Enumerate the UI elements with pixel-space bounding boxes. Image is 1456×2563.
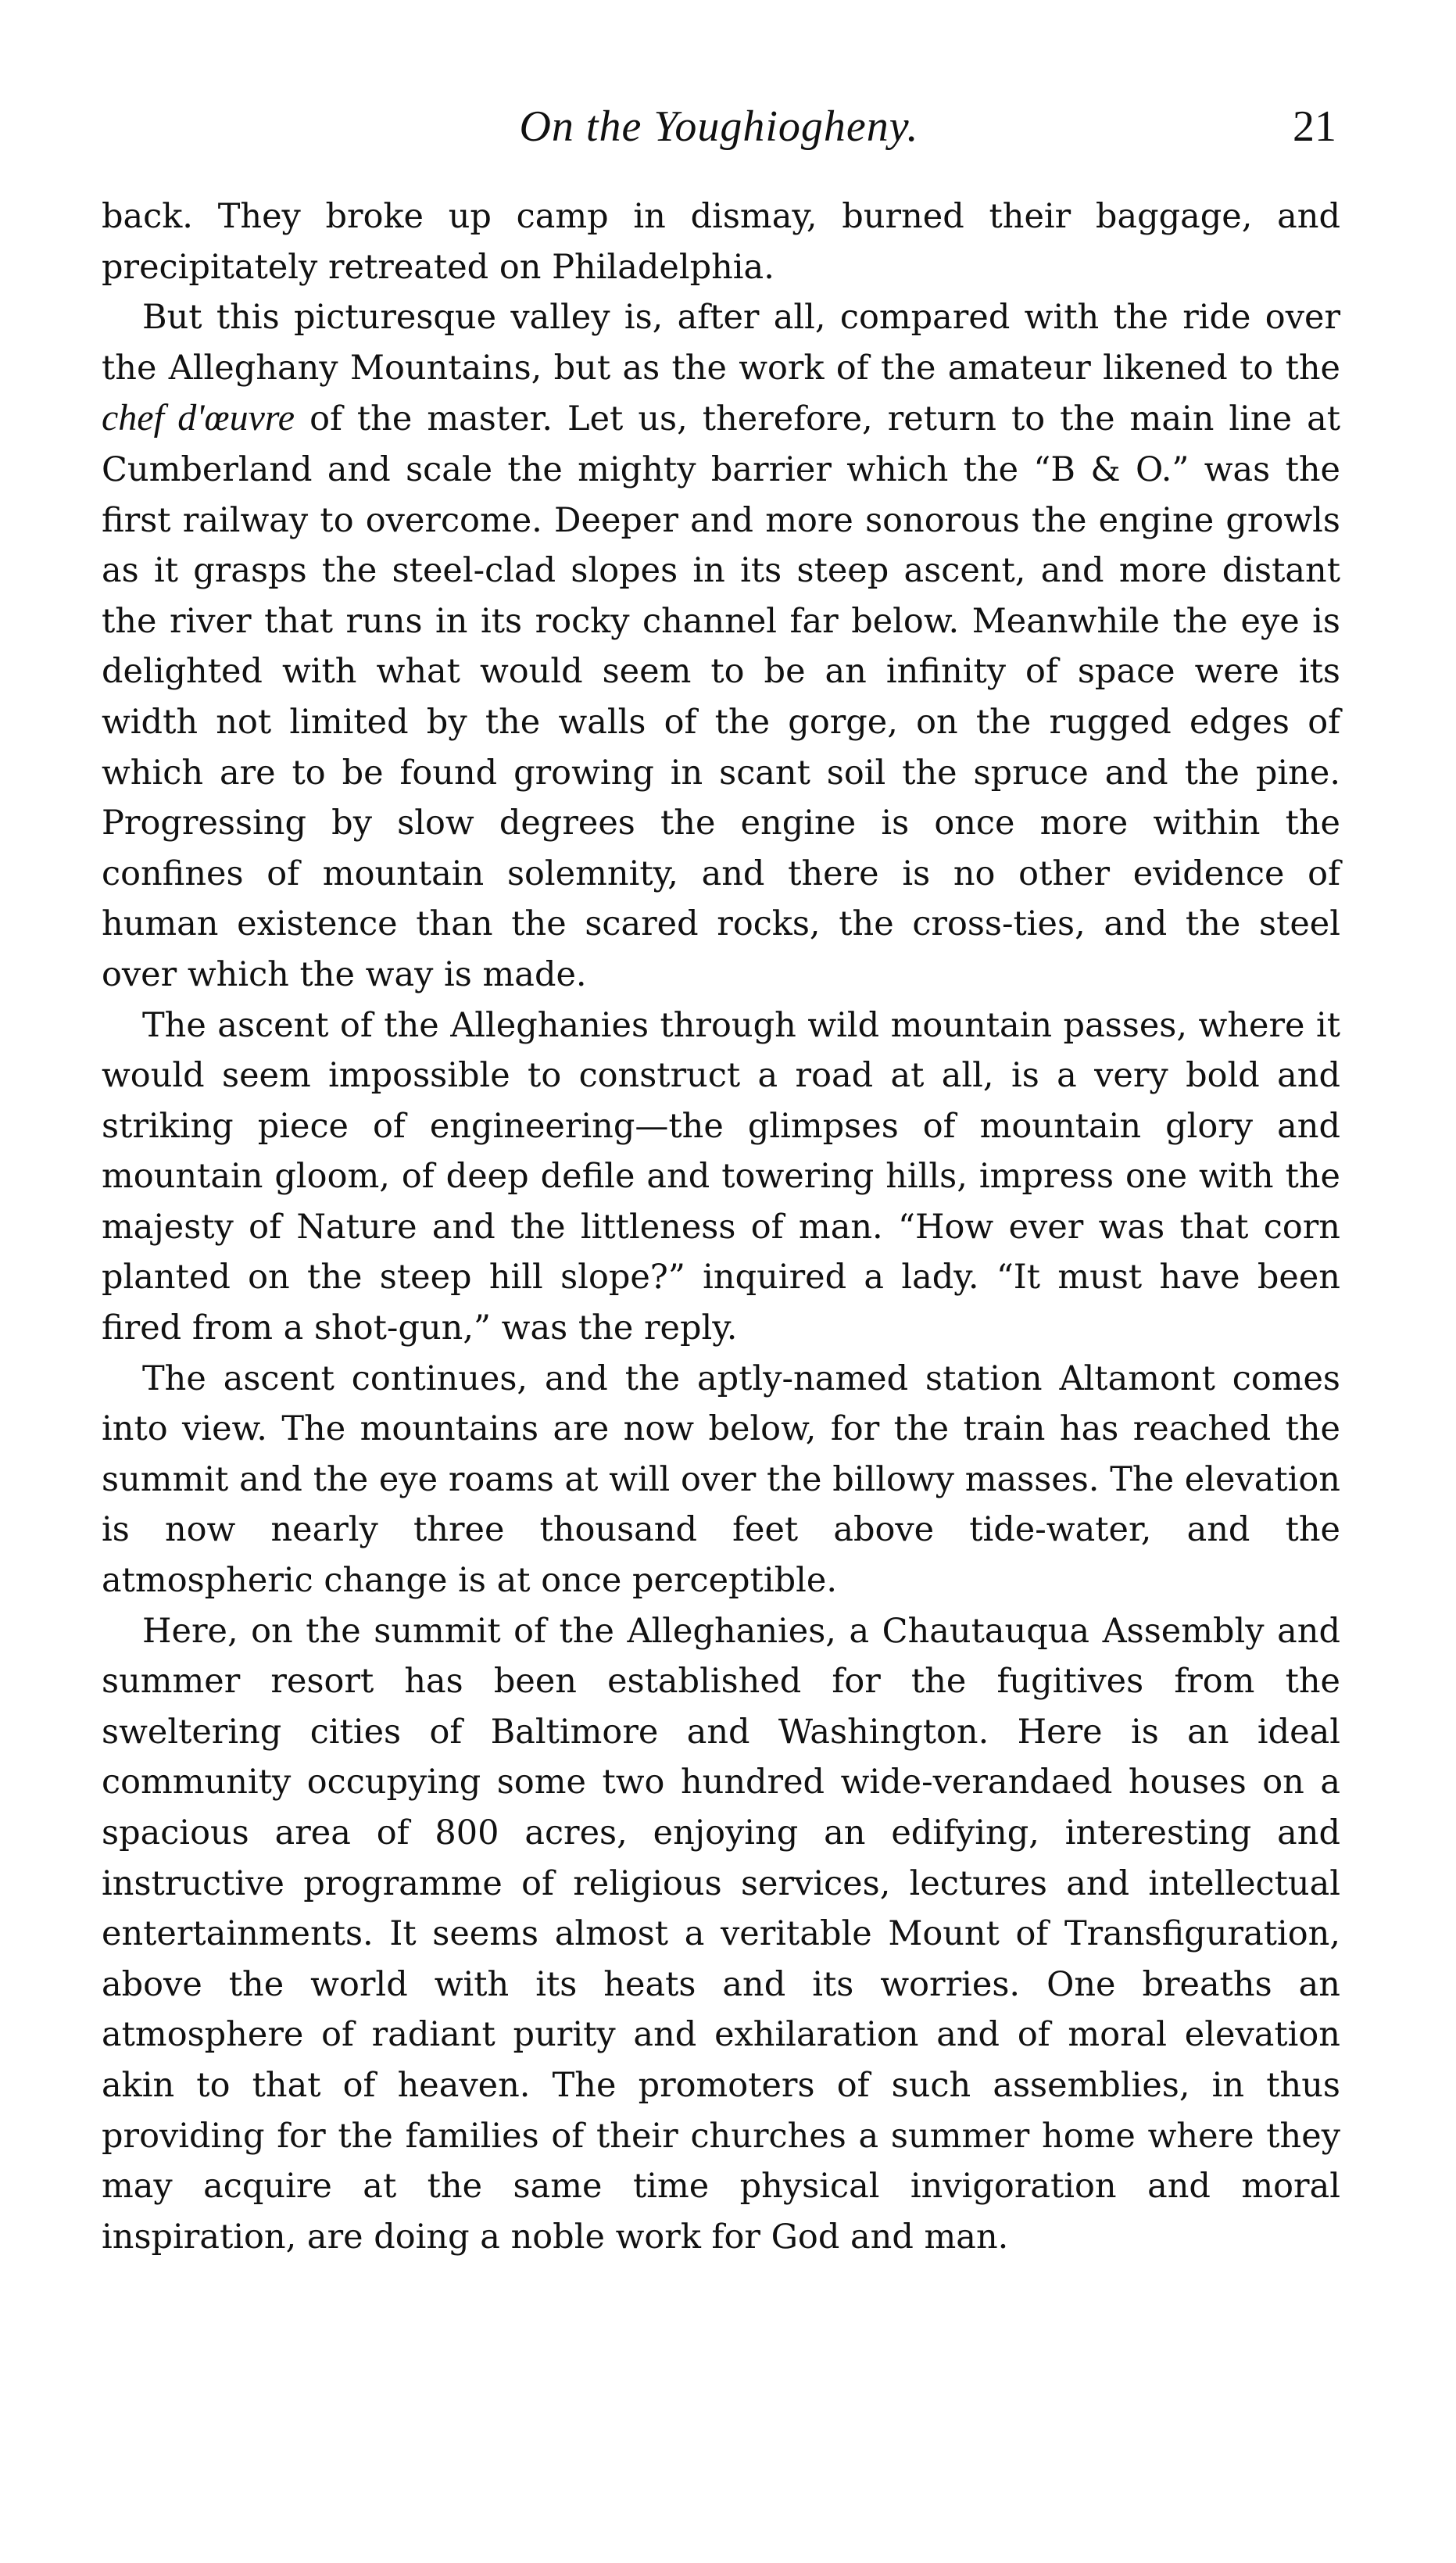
running-head xyxy=(102,95,1336,166)
paragraph-2-text-before: But this picturesque valley is, after all, compared with the ride over the Alleghany Mountains, but as the work of the amateur likened to the xyxy=(102,298,1340,388)
paragraph-4: The ascent continues, and the aptly-named station Altamont comes into view. The mountains are now below, for the train has reached the summit and the eye roams at will over the billowy masses. The elevation is now nearly three thousand feet above tide-water, and the atmospheric change is at once perceptible. xyxy=(102,1358,1340,1601)
paragraph-1: back. They broke up camp in dismay, burned their baggage, and precipitately retreated on Philadelphia. xyxy=(102,197,1340,287)
paragraph-2-text-after: of the master. Let us, therefore, return to the main line at Cumberland and scale the mighty barrier which the “B & O.” was the first railway to overcome. Deeper and more sonorous the engine growls as it grasps the steel-clad slopes in its steep ascent, and more distant the river that runs in its rocky channel far below. Meanwhile the eye is delighted with what would seem to be an infinity of space were its width not limited by the walls of the gorge, on the rugged edges of which are to be found growing in scant soil the spruce and the pine. Progressing by slow degrees the engine is once more within the confines of mountain solemnity, and there is no other evidence of human existence than the scared rocks, the cross-ties, and the steel over which the way is made. xyxy=(102,399,1340,994)
paragraph-5: Here, on the summit of the Alleghanies, a Chautauqua Assembly and summer resort has been established for the fugitives from the sweltering cities of Baltimore and Washington. Here is an ideal community occupying some two hundred wide-verandaed houses on a spacious area of 800 acres, enjoying an edifying, interesting and instructive programme of religious services, lectures and intellectual entertainments. It seems almost a veritable Mount of Transfiguration, above the world with its heats and its worries. One breaths an atmosphere of radiant purity and exhilaration and of moral elevation akin to that of heaven. The promoters of such assemblies, in thus providing for the families of their churches a summer home where they may acquire at the same time physical invigoration and moral inspiration, are doing a noble work for God and man. xyxy=(102,1611,1340,2257)
running-title: On the Youghiogheny. xyxy=(519,102,919,151)
paragraph-3: The ascent of the Alleghanies through wild mountain passes, where it would seem impossible to construct a road at all, is a very bold and striking piece of engineering—the glimpses of mountain glory and mountain gloom, of deep defile and towering hills, impress one with the majesty of Nature and the littleness of man. “How ever was that corn planted on the steep hill slope?” inquired a lady. “It must have been fired from a shot-gun,” was the reply. xyxy=(102,1005,1340,1348)
page-number: 21 xyxy=(1293,102,1336,151)
body-text xyxy=(102,192,1340,2262)
paragraph-2 xyxy=(102,292,1340,1000)
paragraph-2-emphasis: chef d'œuvre xyxy=(102,397,295,439)
